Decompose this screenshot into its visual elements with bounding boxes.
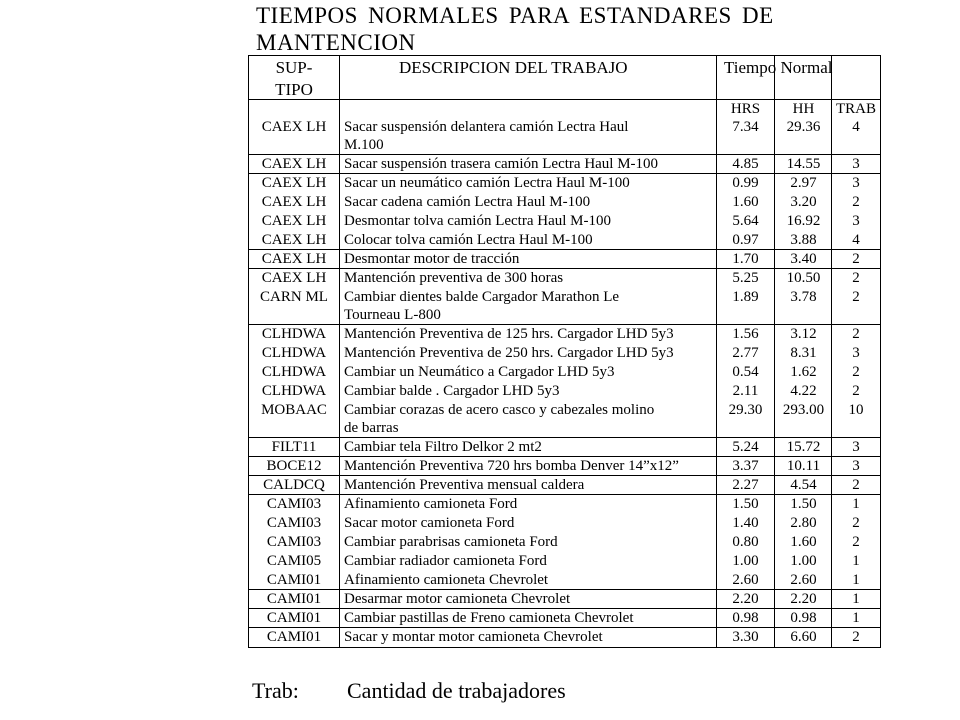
row-trab: 2	[852, 477, 860, 493]
row-description: Sacar y montar motor camioneta Chevrolet	[344, 629, 603, 645]
row-subtipo: CAMI01	[266, 629, 322, 645]
row-hrs: 3.37	[732, 458, 759, 474]
row-hh: 293.00	[782, 402, 825, 418]
row-trab: 2	[852, 515, 860, 531]
row-description: Cambiar tela Filtro Delkor 2 mt2	[344, 439, 542, 455]
row-subtipo: FILT11	[271, 439, 317, 455]
row-hrs: 1.89	[732, 289, 759, 305]
row-trab: 2	[852, 194, 860, 210]
row-divider	[249, 268, 880, 269]
page-title	[256, 2, 774, 56]
row-hh: 1.00	[790, 553, 817, 569]
maintenance-times-table	[248, 55, 881, 648]
row-hh: 3.88	[790, 232, 817, 248]
row-subtipo: CAMI05	[266, 553, 322, 569]
row-subtipo: CLHDWA	[261, 364, 327, 380]
row-hrs: 1.60	[732, 194, 759, 210]
row-hrs: 2.20	[732, 591, 759, 607]
row-subtipo: CARN ML	[260, 289, 328, 305]
row-hh: 29.36	[786, 119, 821, 135]
row-subtipo: CAEX LH	[261, 270, 327, 286]
footer-legend	[252, 678, 566, 704]
row-trab: 3	[852, 213, 860, 229]
row-subtipo: CAMI03	[266, 515, 322, 531]
row-subtipo: CAEX LH	[261, 156, 327, 172]
row-hrs: 1.00	[732, 553, 759, 569]
row-divider	[249, 173, 880, 174]
row-hrs: 4.85	[732, 156, 759, 172]
col-divider	[716, 56, 717, 647]
row-hh: 2.20	[790, 591, 817, 607]
row-description: Sacar cadena camión Lectra Haul M-100	[344, 194, 591, 210]
row-trab: 2	[852, 629, 860, 645]
row-hh: 3.40	[790, 251, 817, 267]
row-subtipo: CAEX LH	[261, 175, 327, 191]
row-trab: 2	[852, 364, 860, 380]
row-hrs: 2.11	[732, 383, 759, 399]
row-subtipo: CAMI01	[266, 572, 322, 588]
row-description: Mantención Preventiva de 125 hrs. Cargador LHD 5y3	[344, 326, 674, 342]
row-hrs: 1.56	[732, 326, 759, 342]
row-trab: 3	[852, 345, 860, 361]
row-divider	[249, 608, 880, 609]
row-description: Mantención Preventiva mensual caldera	[344, 477, 585, 493]
row-subtipo: BOCE12	[266, 458, 322, 474]
col-divider	[774, 56, 775, 647]
row-description: Mantención preventiva de 300 horas	[344, 270, 564, 286]
row-hh: 4.54	[790, 477, 817, 493]
row-subtipo: CAMI03	[266, 534, 322, 550]
row-hh: 2.80	[790, 515, 817, 531]
row-subtipo: CLHDWA	[261, 326, 327, 342]
row-hrs: 1.40	[732, 515, 759, 531]
row-hrs: 5.25	[732, 270, 759, 286]
row-subtipo: CLHDWA	[261, 383, 327, 399]
row-hrs: 29.30	[728, 402, 763, 418]
row-description: Mantención Preventiva 720 hrs bomba Denver 14”x12”	[344, 458, 679, 474]
row-hh: 3.78	[790, 289, 817, 305]
row-trab: 1	[852, 496, 860, 512]
row-subtipo: CAMI03	[266, 496, 322, 512]
row-description: Sacar un neumático camión Lectra Haul M-100	[344, 175, 630, 191]
row-hrs: 1.50	[732, 496, 759, 512]
row-hh: 1.50	[790, 496, 817, 512]
row-subtipo: CAEX LH	[261, 119, 327, 135]
row-trab: 1	[852, 572, 860, 588]
row-description: Desmontar tolva camión Lectra Haul M-100	[344, 213, 611, 229]
row-hh: 6.60	[790, 629, 817, 645]
row-subtipo: CAEX LH	[261, 194, 327, 210]
row-trab: 1	[852, 591, 860, 607]
row-hrs: 2.60	[732, 572, 759, 588]
row-hrs: 5.64	[732, 213, 759, 229]
col-divider	[339, 56, 340, 647]
header-divider	[249, 99, 880, 100]
row-description: Colocar tolva camión Lectra Haul M-100	[344, 232, 593, 248]
row-trab: 4	[852, 119, 860, 135]
row-subtipo: CAMI01	[266, 610, 322, 626]
row-hrs: 1.70	[732, 251, 759, 267]
title-line-1: TIEMPOS NORMALES PARA ESTANDARES DE	[256, 3, 774, 28]
row-subtipo: CAEX LH	[261, 213, 327, 229]
row-subtipo: CAMI01	[266, 591, 322, 607]
row-subtipo: CAEX LH	[261, 232, 327, 248]
row-trab: 2	[852, 383, 860, 399]
row-subtipo: CLHDWA	[261, 345, 327, 361]
row-divider	[249, 154, 880, 155]
row-divider	[249, 437, 880, 438]
row-divider	[249, 324, 880, 325]
row-divider	[249, 627, 880, 628]
row-hrs: 7.34	[732, 119, 759, 135]
row-trab: 2	[852, 270, 860, 286]
title-line-2: MANTENCION	[256, 30, 416, 55]
row-subtipo: CALDCQ	[263, 477, 325, 493]
row-divider	[249, 494, 880, 495]
row-hh: 14.55	[786, 156, 821, 172]
row-hh: 16.92	[786, 213, 821, 229]
row-divider	[249, 249, 880, 250]
row-trab: 1	[852, 610, 860, 626]
footer-label: Trab:	[252, 678, 299, 703]
row-hrs: 0.99	[732, 175, 759, 191]
row-description: Cambiar radiador camioneta Ford	[344, 553, 547, 569]
row-description: Desmontar motor de tracción	[344, 251, 520, 267]
header-trab: TRAB	[835, 101, 876, 117]
row-trab: 3	[852, 439, 860, 455]
row-description: Sacar motor camioneta Ford	[344, 515, 515, 531]
row-hrs: 2.77	[732, 345, 759, 361]
row-hrs: 2.27	[732, 477, 759, 493]
row-trab: 3	[852, 458, 860, 474]
row-trab: 3	[852, 156, 860, 172]
row-hh: 4.22	[790, 383, 817, 399]
row-subtipo: CAEX LH	[261, 251, 327, 267]
row-description: Cambiar dientes balde Cargador Marathon Le	[344, 289, 620, 305]
row-description: Cambiar balde . Cargador LHD 5y3	[344, 383, 560, 399]
row-hrs: 3.30	[732, 629, 759, 645]
row-hrs: 0.80	[732, 534, 759, 550]
row-hh: 1.62	[790, 364, 817, 380]
row-trab: 10	[848, 402, 864, 418]
row-trab: 2	[852, 289, 860, 305]
row-hrs: 5.24	[732, 439, 759, 455]
row-description: Sacar suspensión delantera camión Lectra Haul	[344, 119, 629, 135]
row-description: Afinamiento camioneta Chevrolet	[344, 572, 549, 588]
row-divider	[249, 589, 880, 590]
row-description: Desarmar motor camioneta Chevrolet	[344, 591, 571, 607]
row-hh: 0.98	[790, 610, 817, 626]
header-hrs: HRS	[730, 101, 761, 117]
row-hh: 2.60	[790, 572, 817, 588]
row-trab: 2	[852, 326, 860, 342]
row-description: Afinamiento camioneta Ford	[344, 496, 518, 512]
row-description: Mantención Preventiva de 250 hrs. Cargador LHD 5y3	[344, 345, 674, 361]
footer-description: Cantidad de trabajadores	[347, 678, 566, 703]
row-hh: 10.11	[786, 458, 821, 474]
row-hh: 3.20	[790, 194, 817, 210]
row-hrs: 0.54	[732, 364, 759, 380]
row-hrs: 0.97	[732, 232, 759, 248]
row-description: Cambiar un Neumático a Cargador LHD 5y3	[344, 364, 615, 380]
row-description: M.100	[344, 137, 384, 153]
row-divider	[249, 475, 880, 476]
row-description: Cambiar pastillas de Freno camioneta Chevrolet	[344, 610, 634, 626]
header-tipo-line-2: TIPO	[275, 80, 313, 99]
header-hh: HH	[792, 101, 815, 117]
row-hh: 3.12	[790, 326, 817, 342]
header-tiempo-normal: Tiempo Normal	[724, 58, 833, 77]
row-description: Sacar suspensión trasera camión Lectra Haul M-100	[344, 156, 659, 172]
row-description: Cambiar parabrisas camioneta Ford	[344, 534, 558, 550]
row-hh: 8.31	[790, 345, 817, 361]
row-divider	[249, 456, 880, 457]
row-trab: 4	[852, 232, 860, 248]
header-descripcion: DESCRIPCION DEL TRABAJO	[399, 58, 628, 77]
row-description: de barras	[344, 420, 399, 436]
row-hh: 1.60	[790, 534, 817, 550]
row-hh: 15.72	[786, 439, 821, 455]
row-trab: 1	[852, 553, 860, 569]
row-trab: 2	[852, 534, 860, 550]
row-trab: 3	[852, 175, 860, 191]
row-hh: 2.97	[790, 175, 817, 191]
header-tipo-line-1: SUP-	[275, 58, 313, 77]
row-description: Tourneau L-800	[344, 307, 441, 323]
row-description: Cambiar corazas de acero casco y cabezales molino	[344, 402, 655, 418]
row-subtipo: MOBAAC	[261, 402, 327, 418]
row-trab: 2	[852, 251, 860, 267]
row-hh: 10.50	[786, 270, 821, 286]
row-hrs: 0.98	[732, 610, 759, 626]
